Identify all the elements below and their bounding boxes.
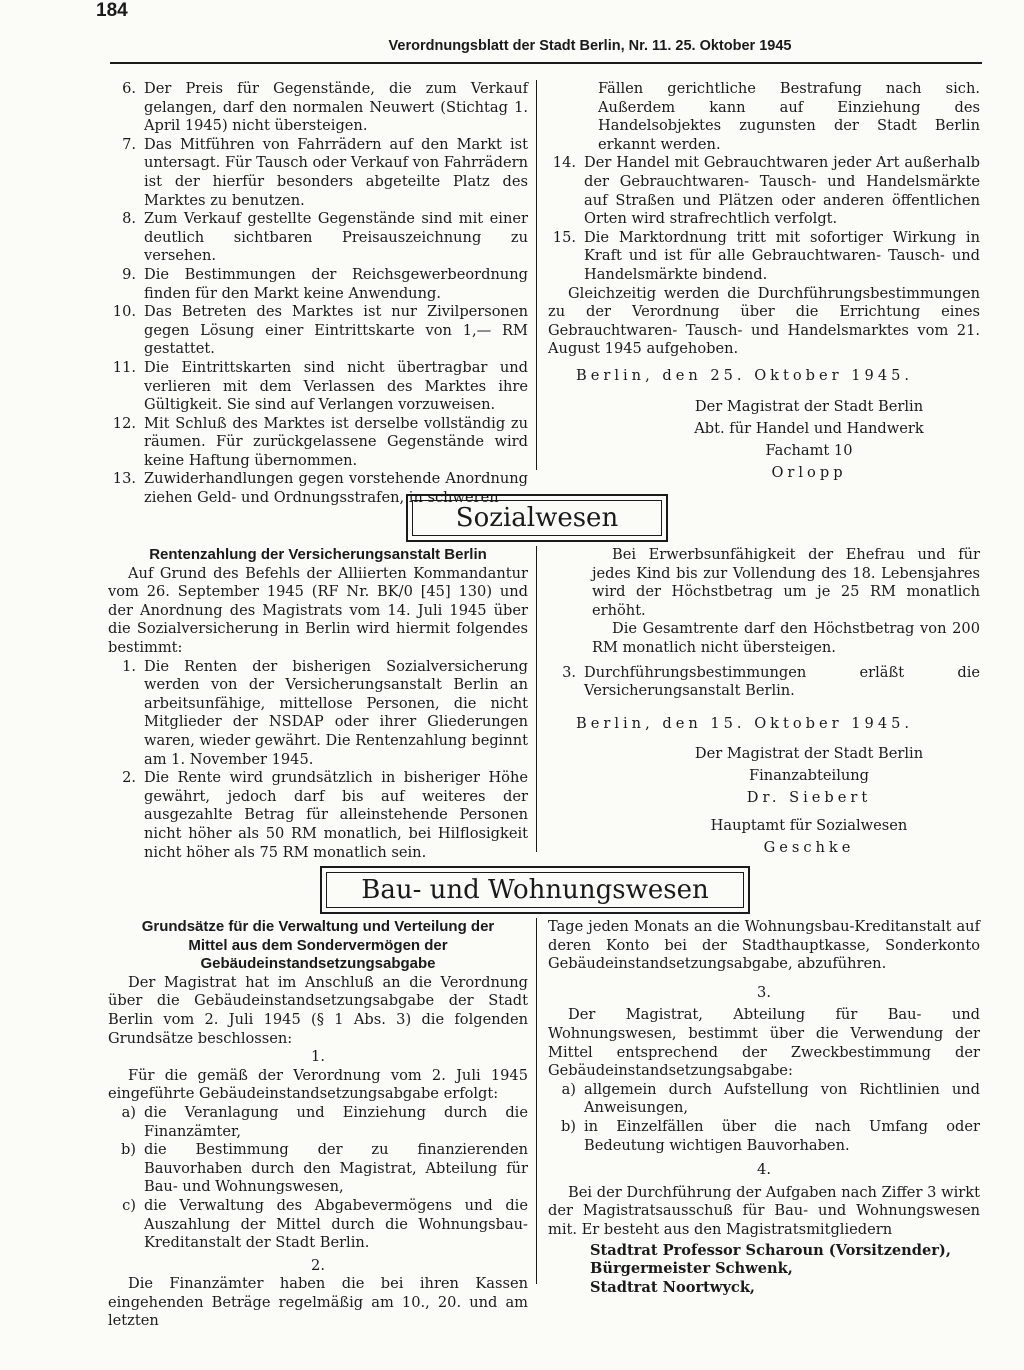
list-item: [548, 154, 980, 228]
signature-line: Der Magistrat der Stadt Berlin: [694, 745, 924, 763]
list-item: [548, 1081, 980, 1118]
article-heading: Rentenzahlung der Versicherungsanstalt Berlin: [149, 546, 487, 563]
item-text: Durchführungsbestimmungen erläßt die Versicherungsanstalt Berlin.: [584, 663, 980, 700]
item-text: allgemein durch Aufstellung von Richtlinien und Anweisungen,: [584, 1080, 980, 1117]
list-item: [548, 664, 980, 701]
signature-line: Hauptamt für Sozialwesen: [710, 817, 908, 835]
header-rule: [110, 62, 982, 64]
member: Stadtrat Noortwyck,: [590, 1278, 756, 1296]
item-number: 7.: [122, 135, 136, 153]
item-text: Die Eintrittskarten sind nicht übertragbar und verlieren mit dem Verlassen des Marktes ihre Gültigkeit. Sie sind auf Verlangen vorzuweisen.: [144, 358, 528, 414]
item-number: 9.: [122, 265, 136, 283]
list-item: [108, 210, 528, 266]
column-divider: [536, 918, 537, 1284]
item-text: Die Bestimmungen der Reichsgewerbeordnung finden für den Markt keine Anwendung.: [144, 265, 528, 302]
paragraph: Die Finanzämter haben die bei ihren Kassen eingehenden Beträge regelmäßig am 10., 20. und am letzten: [108, 1275, 528, 1330]
item-text: Der Handel mit Gebrauchtwaren jeder Art außerhalb der Gebrauchtwaren- Tausch- und Handelsmärkte auf Straßen und Plätzen oder anderen öffentlichen Orten wird strafrechtlich verfolgt.: [584, 154, 980, 228]
item-text: die Veranlagung und Einziehung durch die Finanzämter,: [144, 1103, 528, 1140]
item-text: Mit Schluß des Marktes ist derselbe vollständig zu räumen. Für zurückgelassene Gegenstände wird keine Haftung übernommen.: [144, 414, 528, 469]
item-text: Der Preis für Gegenstände, die zum Verkauf gelangen, darf den normalen Neuwert (Stichtag 1. April 1945) nicht übersteigen.: [144, 80, 528, 135]
sozial-right-column: [548, 546, 980, 859]
list-item: [108, 1141, 528, 1197]
list-item: [108, 359, 528, 415]
item-number: b): [560, 1117, 576, 1135]
market-closing: Gleichzeitig werden die Durchführungsbestimmungen zu der Verordnung über die Errichtung eines Gebrauchtwaren- Tausch- und Handelsmarktes vom 21. August 1945 aufgehoben.: [548, 284, 980, 358]
committee-members: [548, 1242, 980, 1298]
article-heading: Grundsätze für die Verwaltung und Verteilung der Mittel aus dem Sondervermögen der Gebäudeinstandsetzungsabgabe: [141, 918, 495, 973]
list-item: [108, 658, 528, 770]
page-number: 184: [96, 0, 128, 21]
item-text: Die Rente wird grundsätzlich in bisheriger Höhe gewährt, jedoch darf bis auf weiteres der ausgezahlte Betrag für alleinstehende Personen nicht höher als 50 RM monatlich, bei Hilflosigkeit nicht höher als 75 RM monatlich sein.: [144, 769, 528, 861]
item-text: Zuwiderhandlungen gegen vorstehende Anordnung ziehen Geld- und Ordnungsstrafen, in schweren: [144, 470, 528, 507]
list-item: [108, 415, 528, 471]
item-text: Zum Verkauf gestellte Gegenstände sind mit einer deutlich sichtbaren Preisauszeichnung zu versehen.: [144, 210, 528, 265]
item-number: 12.: [112, 414, 136, 432]
paragraph-number: 2.: [311, 1256, 325, 1274]
item-text: die Bestimmung der zu finanzierenden Bauvorhaben durch den Magistrat, Abteilung für Bau- und Wohnungswesen,: [144, 1141, 528, 1196]
section-title: Sozialwesen: [455, 503, 619, 533]
item-number: 14.: [552, 154, 576, 172]
item-number: 6.: [122, 80, 136, 97]
item-number: b): [120, 1141, 136, 1159]
list-item: [108, 80, 528, 136]
paragraph-number: 3.: [757, 983, 771, 1001]
signature-line: Der Magistrat der Stadt Berlin: [694, 397, 924, 415]
list-item: [108, 1197, 528, 1253]
sozial-signature: [548, 743, 980, 859]
market-place-date: Berlin, den 25. Oktober 1945.: [576, 366, 914, 384]
list-item: [108, 266, 528, 303]
running-header: Verordnungsblatt der Stadt Berlin, Nr. 11. 25. Oktober 1945: [388, 38, 792, 54]
member: Bürgermeister Schwenk,: [590, 1260, 793, 1278]
item-text: Die Renten der bisherigen Sozialversicherung werden von der Versicherungsanstalt Berlin an arbeitsunfähige, mittellose Personen, die nicht Mitglieder der NSDAP oder ihrer Gliederungen waren, wieder gewährt. Die Rentenzahlung beginnt am 1. November 1945.: [144, 657, 529, 768]
paragraph: Bei der Durchführung der Aufgaben nach Ziffer 3 wirkt der Magistratsausschuß für Bau- und Wohnungswesen mit. Er besteht aus den Magistratsmitgliedern: [548, 1183, 980, 1238]
list-item: [108, 1104, 528, 1141]
list-item: [108, 136, 528, 210]
item-number: 11.: [112, 358, 136, 376]
member: Stadtrat Professor Scharoun (Vorsitzender),: [590, 1241, 951, 1259]
item-text: in Einzelfällen über die nach Umfang oder Bedeutung wichtigen Bauvorhaben.: [584, 1117, 980, 1154]
item-number: 13.: [112, 470, 136, 488]
signature-line: Finanzabteilung: [749, 767, 869, 785]
article-intro: Auf Grund des Befehls der Alliierten Kommandantur vom 26. September 1945 (RF Nr. BK/0 [45] 130) und der Anordnung des Magistrats vom 14. Juli 1945 über die Sozialversicherung in Berlin wird hiermit folgendes bestimmt:: [108, 564, 528, 656]
signature-name: Geschke: [763, 839, 855, 857]
paragraph: Für die gemäß der Verordnung vom 2. Juli 1945 eingeführte Gebäudeinstandsetzungsabgabe erfolgt:: [108, 1066, 528, 1103]
signature-name: Dr. Siebert: [746, 789, 872, 807]
market-signature: [548, 396, 980, 484]
column-divider: [536, 80, 537, 470]
section-title-box: [320, 866, 750, 914]
item-number: c): [122, 1196, 136, 1214]
item-number: 2.: [122, 769, 136, 787]
bau-right-column: [548, 918, 980, 1297]
item-text: Das Betreten des Marktes ist nur Zivilpersonen gegen Lösung einer Eintrittskarte von 1,— RM gestattet.: [144, 303, 528, 358]
paragraph-number: 1.: [311, 1048, 325, 1066]
item-number: 10.: [112, 303, 136, 321]
item-number: a): [121, 1103, 136, 1121]
item-text: Das Mitführen von Fahrrädern auf den Markt ist untersagt. Für Tausch oder Verkauf von Fahrrädern ist der hierfür besonders abgeteilte Platz des Marktes zu benutzen.: [144, 135, 528, 209]
signature-line: Fachamt 10: [765, 441, 853, 459]
sozial-place-date: Berlin, den 15. Oktober 1945.: [576, 714, 914, 732]
item-number: 1.: [122, 657, 136, 675]
item-number: 8.: [122, 210, 136, 228]
signature-line: Abt. für Handel und Handwerk: [694, 419, 924, 437]
signature-name: Orlopp: [771, 463, 847, 481]
paragraph-number: 4.: [757, 1161, 771, 1179]
column-divider: [536, 546, 537, 852]
section-title: Bau- und Wohnungswesen: [361, 875, 709, 905]
item-text: die Verwaltung des Abgabevermögens und die Auszahlung der Mittel durch die Wohnungsbau-Kreditanstalt der Stadt Berlin.: [144, 1196, 528, 1252]
market-left-column: [108, 80, 528, 508]
list-item: [108, 769, 528, 862]
paragraph: Bei Erwerbsunfähigkeit der Ehefrau und für jedes Kind bis zur Vollendung des 18. Lebensjahres wird der Höchstbetrag um je 25 RM monatlich erhöht.: [592, 546, 980, 619]
item-number: a): [561, 1080, 576, 1098]
item-number: 15.: [552, 228, 576, 246]
list-item: [548, 1118, 980, 1155]
bau-left-column: [108, 918, 528, 1331]
list-item: [548, 229, 980, 285]
paragraph: Tage jeden Monats an die Wohnungsbau-Kreditanstalt auf deren Konto bei der Stadthauptkasse, Sonderkonto Gebäudeinstandsetzungsabgabe, abzuführen.: [548, 918, 980, 973]
paragraph: Die Gesamtrente darf den Höchstbetrag von 200 RM monatlich nicht übersteigen.: [592, 620, 980, 656]
market-right-column: [548, 80, 980, 484]
list-item: [108, 303, 528, 359]
sozial-left-column: [108, 546, 528, 862]
item-text: Die Marktordnung tritt mit sofortiger Wirkung in Kraft und ist für alle Gebrauchtwaren- Tausch- und Handelsmärkte bindend.: [584, 228, 980, 283]
section-title-box: [406, 494, 668, 542]
article-intro: Der Magistrat hat im Anschluß an die Verordnung über die Gebäudeinstandsetzungsabgabe der Stadt Berlin vom 2. Juli 1945 (§ 1 Abs. 3) die folgenden Grundsätze beschlossen:: [108, 973, 528, 1047]
market-continuation: Fällen gerichtliche Bestrafung nach sich. Außerdem kann auf Einziehung des Handelsobjektes zugunsten der Stadt Berlin erkannt werden.: [598, 80, 980, 153]
paragraph: Der Magistrat, Abteilung für Bau- und Wohnungswesen, bestimmt über die Verwendung der Mittel entsprechend der Zweckbestimmung der Gebäudeinstandsetzungsabgabe:: [548, 1006, 980, 1080]
item-number: 3.: [562, 663, 576, 681]
